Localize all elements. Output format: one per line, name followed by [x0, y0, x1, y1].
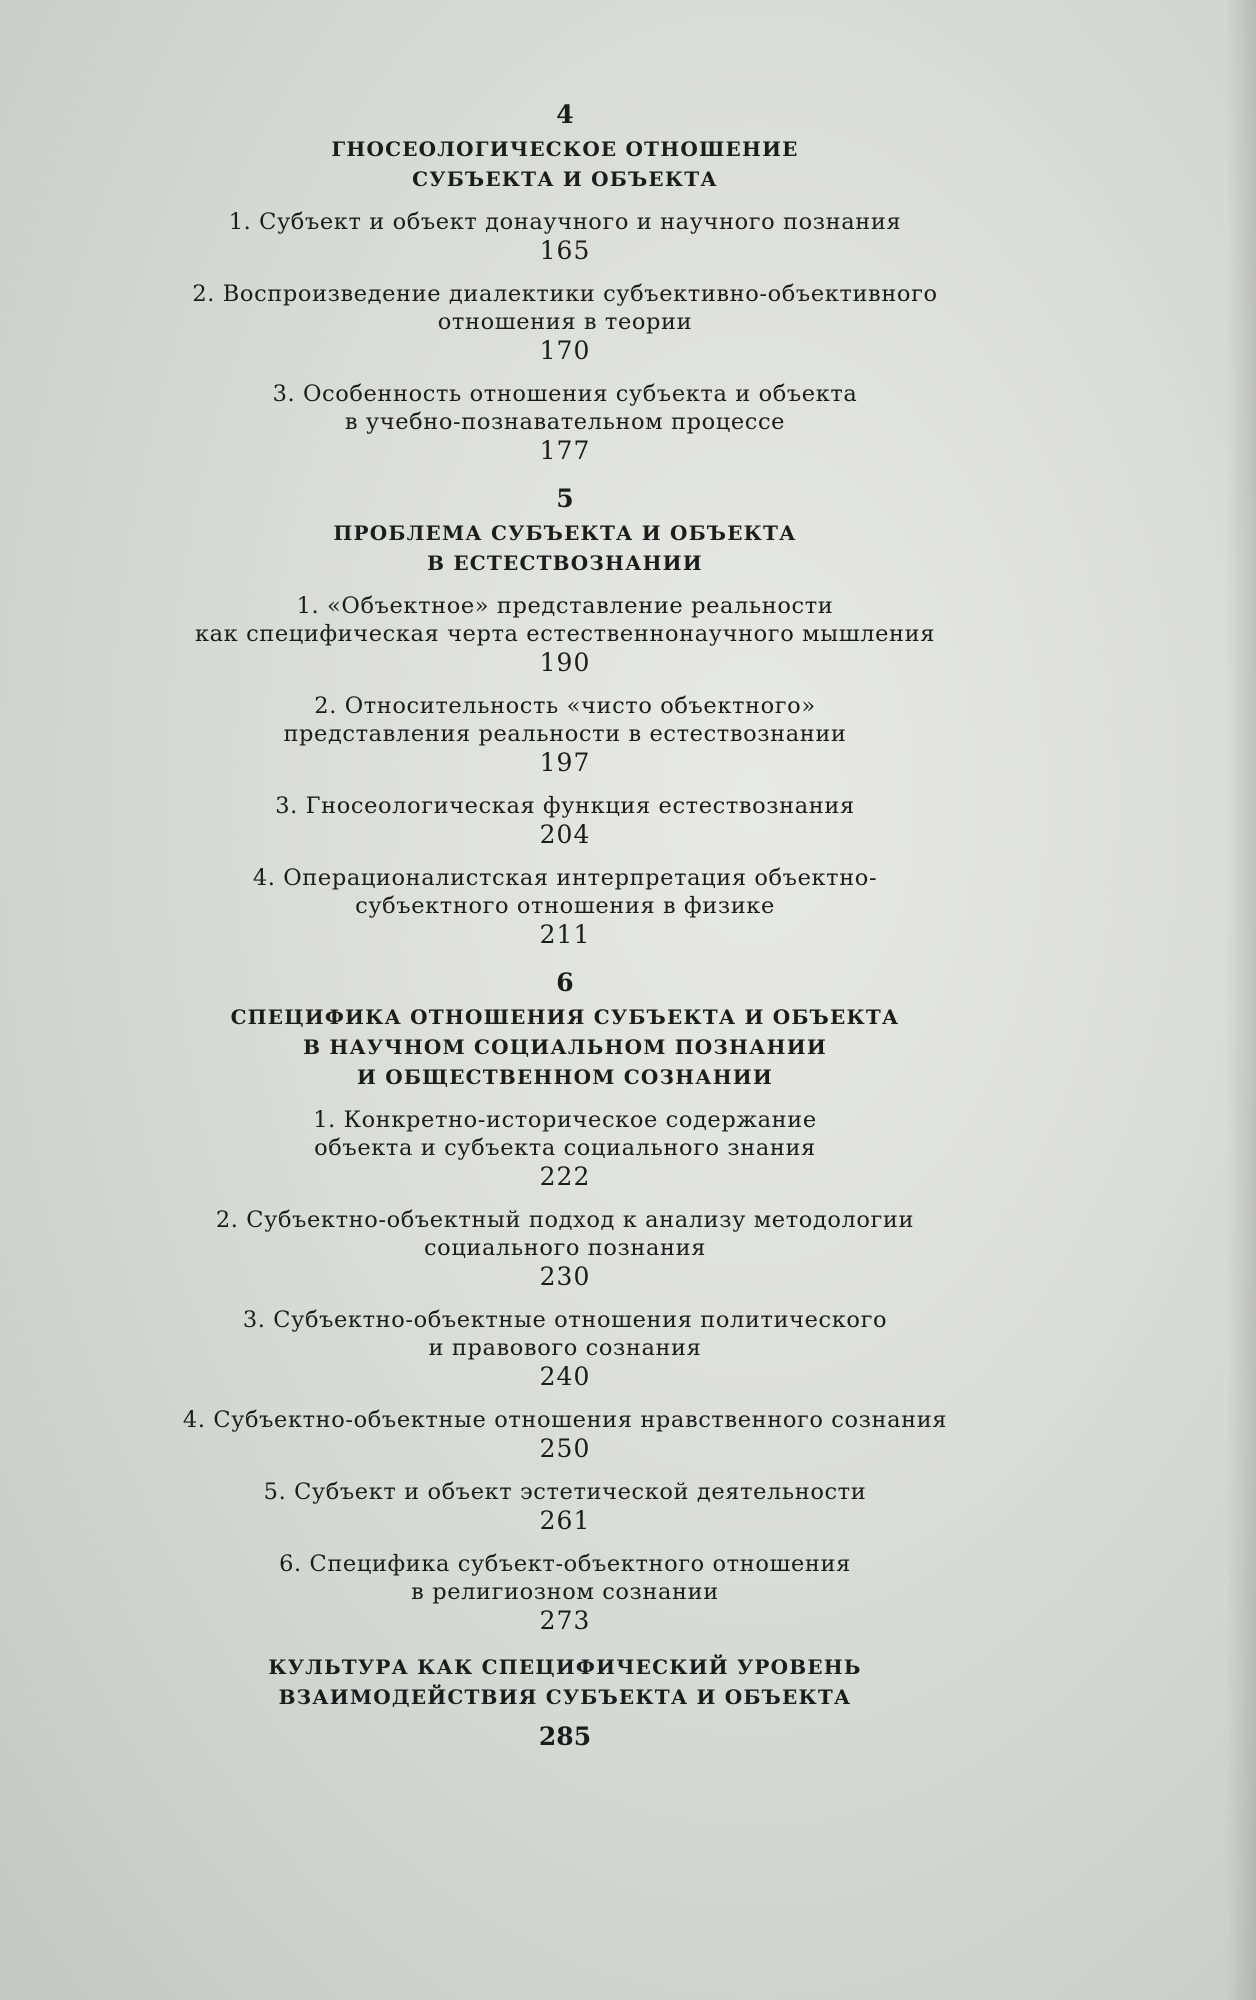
section-6 [140, 968, 990, 1636]
toc-entry [140, 1306, 990, 1392]
entry-page-number: 170 [539, 336, 591, 365]
entry-title: 4. Субъектно-объектные отношения нравственного сознания [182, 1407, 948, 1433]
entry-page-number: 273 [539, 1606, 591, 1635]
entry-page-number: 190 [539, 648, 591, 677]
page-edge-shadow [1226, 0, 1256, 2000]
entry-title: 4. Операционалистская интерпретация объектно- субъектного отношения в физике [252, 865, 878, 919]
entry-title: 5. Субъект и объект эстетической деятельности [263, 1479, 867, 1505]
section-number: 6 [556, 968, 574, 997]
entry-page-number: 240 [539, 1362, 591, 1391]
entry-title: 6. Специфика субъект-объектного отношения в религиозном сознании [279, 1551, 851, 1605]
section-title: СПЕЦИФИКА ОТНОШЕНИЯ СУБЪЕКТА И ОБЪЕКТА В НАУЧНОМ СОЦИАЛЬНОМ ПОЗНАНИИ И ОБЩЕСТВЕННОМ СОЗНАНИИ [230, 1005, 900, 1089]
toc-entry [140, 792, 990, 850]
toc-entry [140, 380, 990, 466]
toc-entry [140, 1478, 990, 1536]
section-number: 5 [556, 484, 574, 513]
entry-page-number: 222 [539, 1162, 591, 1191]
section-title: ПРОБЛЕМА СУБЪЕКТА И ОБЪЕКТА В ЕСТЕСТВОЗНАНИИ [333, 521, 797, 575]
final-section-title: КУЛЬТУРА КАК СПЕЦИФИЧЕСКИЙ УРОВЕНЬ ВЗАИМОДЕЙСТВИЯ СУБЪЕКТА И ОБЪЕКТА [268, 1655, 862, 1709]
entry-title: 3. Особенность отношения субъекта и объекта в учебно-познавательном процессе [272, 381, 858, 435]
section-title: ГНОСЕОЛОГИЧЕСКОЕ ОТНОШЕНИЕ СУБЪЕКТА И ОБЪЕКТА [331, 137, 799, 191]
toc-entry [140, 1550, 990, 1636]
toc-entry [140, 692, 990, 778]
entry-title: 2. Относительность «чисто объектного» представления реальности в естествознании [283, 693, 847, 747]
entry-title: 2. Воспроизведение диалектики субъективно-объективного отношения в теории [192, 281, 938, 335]
entry-page-number: 261 [539, 1506, 591, 1535]
entry-page-number: 211 [539, 920, 591, 949]
toc-entry [140, 1406, 990, 1464]
entry-title: 1. Конкретно-историческое содержание объекта и субъекта социального знания [313, 1107, 817, 1161]
toc-entry [140, 280, 990, 366]
section-5 [140, 484, 990, 950]
table-of-contents [140, 100, 990, 1752]
section-number: 4 [556, 100, 574, 129]
toc-entry [140, 864, 990, 950]
section-4 [140, 100, 990, 466]
entry-page-number: 230 [539, 1262, 591, 1291]
final-section-page-number: 285 [538, 1722, 592, 1751]
toc-entry [140, 592, 990, 678]
final-section [140, 1652, 990, 1752]
toc-entry [140, 1206, 990, 1292]
entry-title: 3. Гносеологическая функция естествознания [275, 793, 855, 819]
entry-page-number: 250 [539, 1434, 591, 1463]
entry-title: 2. Субъектно-объектный подход к анализу методологии социального познания [215, 1207, 915, 1261]
entry-title: 1. «Объектное» представление реальности как специфическая черта естественнонаучного мышления [194, 593, 936, 647]
entry-page-number: 177 [539, 436, 591, 465]
entry-title: 3. Субъектно-объектные отношения политического и правового сознания [242, 1307, 888, 1361]
toc-entry [140, 208, 990, 266]
entry-page-number: 204 [539, 820, 591, 849]
entry-page-number: 165 [539, 236, 591, 265]
entry-title: 1. Субъект и объект донаучного и научного познания [228, 209, 902, 235]
entry-page-number: 197 [539, 748, 591, 777]
toc-entry [140, 1106, 990, 1192]
